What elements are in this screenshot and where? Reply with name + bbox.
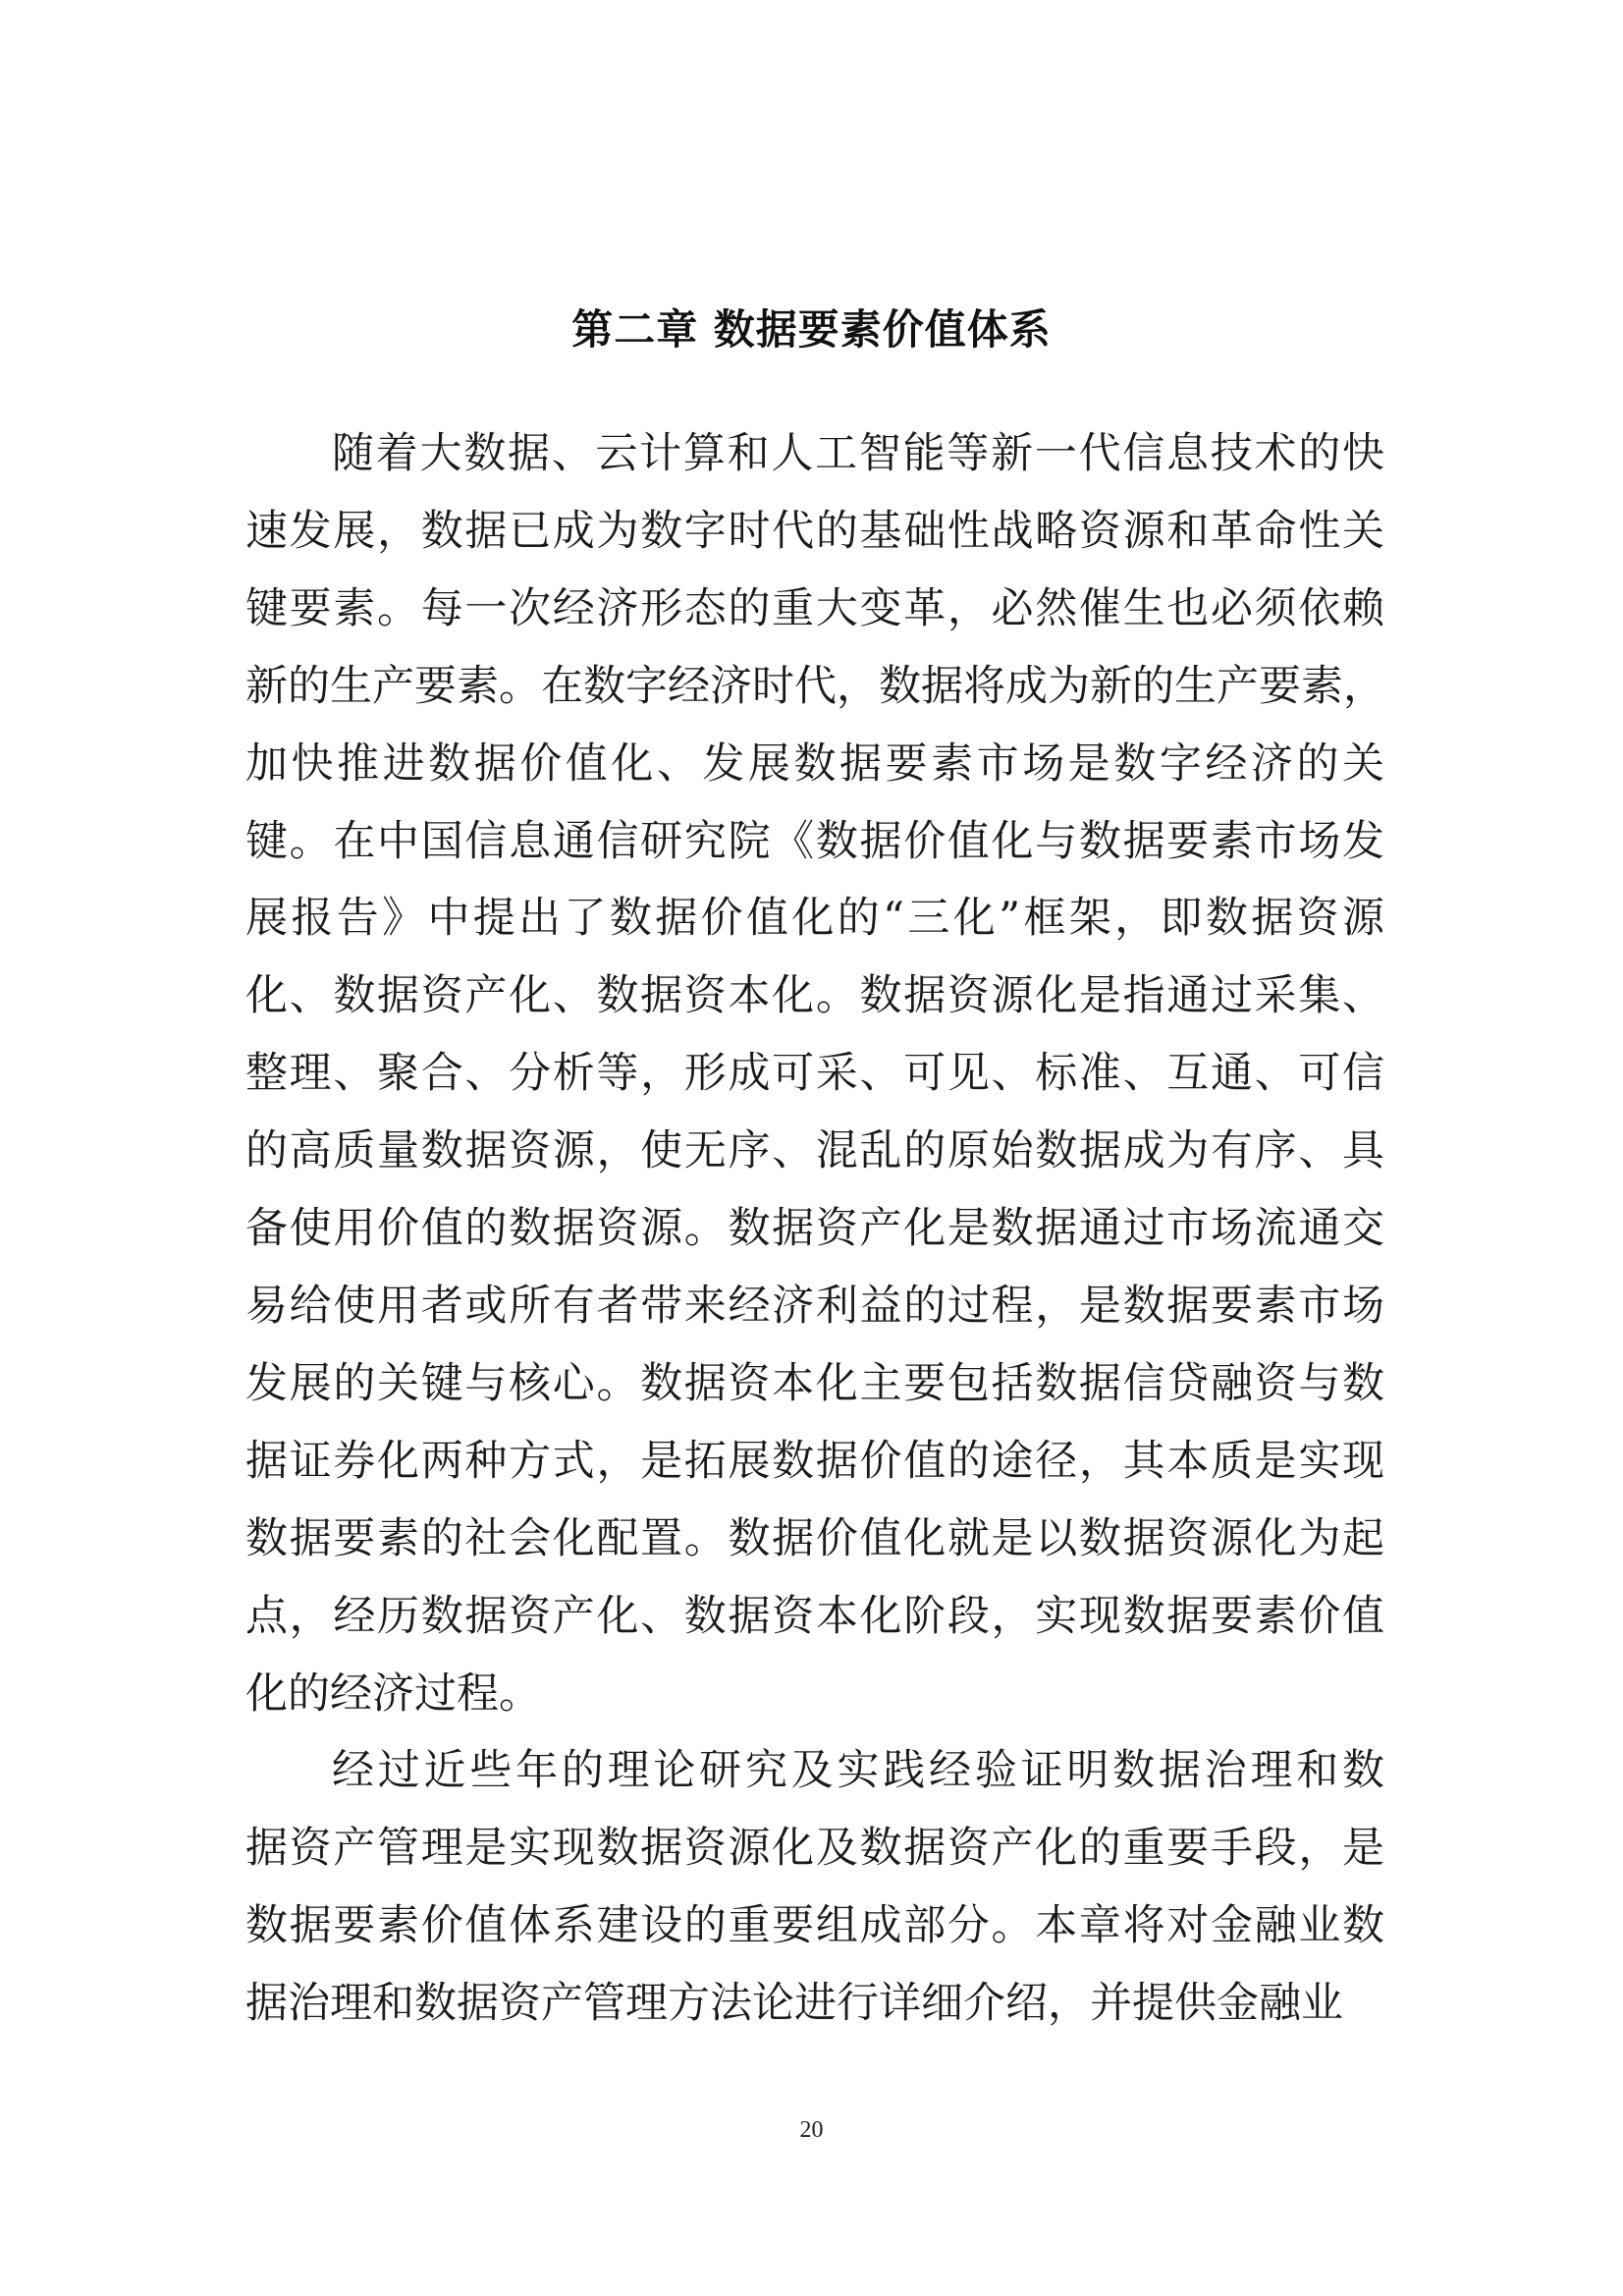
body-text [245, 415, 1384, 2043]
text-line: 随着大数据、云计算和人工智能等新一代信息技术的快 [332, 429, 1384, 478]
text-line: 展报告》中提出了数据价值化的“三化”框架，即数据资源 [245, 894, 1384, 944]
text-line: 据资产管理是实现数据资源化及数据资产化的重要手段，是 [245, 1824, 1384, 1874]
text-line: 整理、聚合、分析等，形成可采、可见、标准、互通、可信 [245, 1049, 1384, 1099]
text-line: 点，经历数据资产化、数据资本化阶段，实现数据要素价值 [245, 1591, 1384, 1641]
paragraph-1 [245, 415, 1384, 1732]
page-number: 20 [799, 2117, 824, 2143]
chapter-title: 第二章 数据要素价值体系 [571, 305, 1052, 354]
text-line: 新的生产要素。在数字经济时代，数据将成为新的生产要素， [245, 661, 1385, 711]
text-line: 经过近些年的理论研究及实践经验证明数据治理和数 [332, 1746, 1384, 1796]
text-line: 化、数据资产化、数据资本化。数据资源化是指通过采集、 [245, 971, 1384, 1021]
paragraph-2 [245, 1732, 1384, 2043]
text-line: 的高质量数据资源，使无序、混乱的原始数据成为有序、具 [245, 1126, 1384, 1176]
text-line: 加快推进数据价值化、发展数据要素市场是数字经济的关 [245, 738, 1384, 789]
text-line: 数据要素的社会化配置。数据价值化就是以数据资源化为起 [245, 1513, 1384, 1563]
text-line: 据治理和数据资产管理方法论进行详细介绍，并提供金融业 [245, 1979, 1343, 2029]
text-line: 备使用价值的数据资源。数据资产化是数据通过市场流通交 [245, 1204, 1384, 1254]
text-line: 据证券化两种方式，是拓展数据价值的途径，其本质是实现 [245, 1436, 1384, 1486]
text-line: 键。在中国信息通信研究院《数据价值化与数据要素市场发 [245, 816, 1384, 866]
text-line: 化的经济过程。 [245, 1668, 541, 1719]
text-line: 发展的关键与核心。数据资本化主要包括数据信贷融资与数 [245, 1358, 1384, 1408]
text-line: 数据要素价值体系建设的重要组成部分。本章将对金融业数 [245, 1901, 1384, 1951]
text-line: 易给使用者或所有者带来经济利益的过程，是数据要素市场 [245, 1281, 1384, 1331]
text-line: 速发展，数据已成为数字时代的基础性战略资源和革命性关 [245, 506, 1384, 556]
text-line: 键要素。每一次经济形态的重大变革，必然催生也必须依赖 [245, 583, 1384, 633]
